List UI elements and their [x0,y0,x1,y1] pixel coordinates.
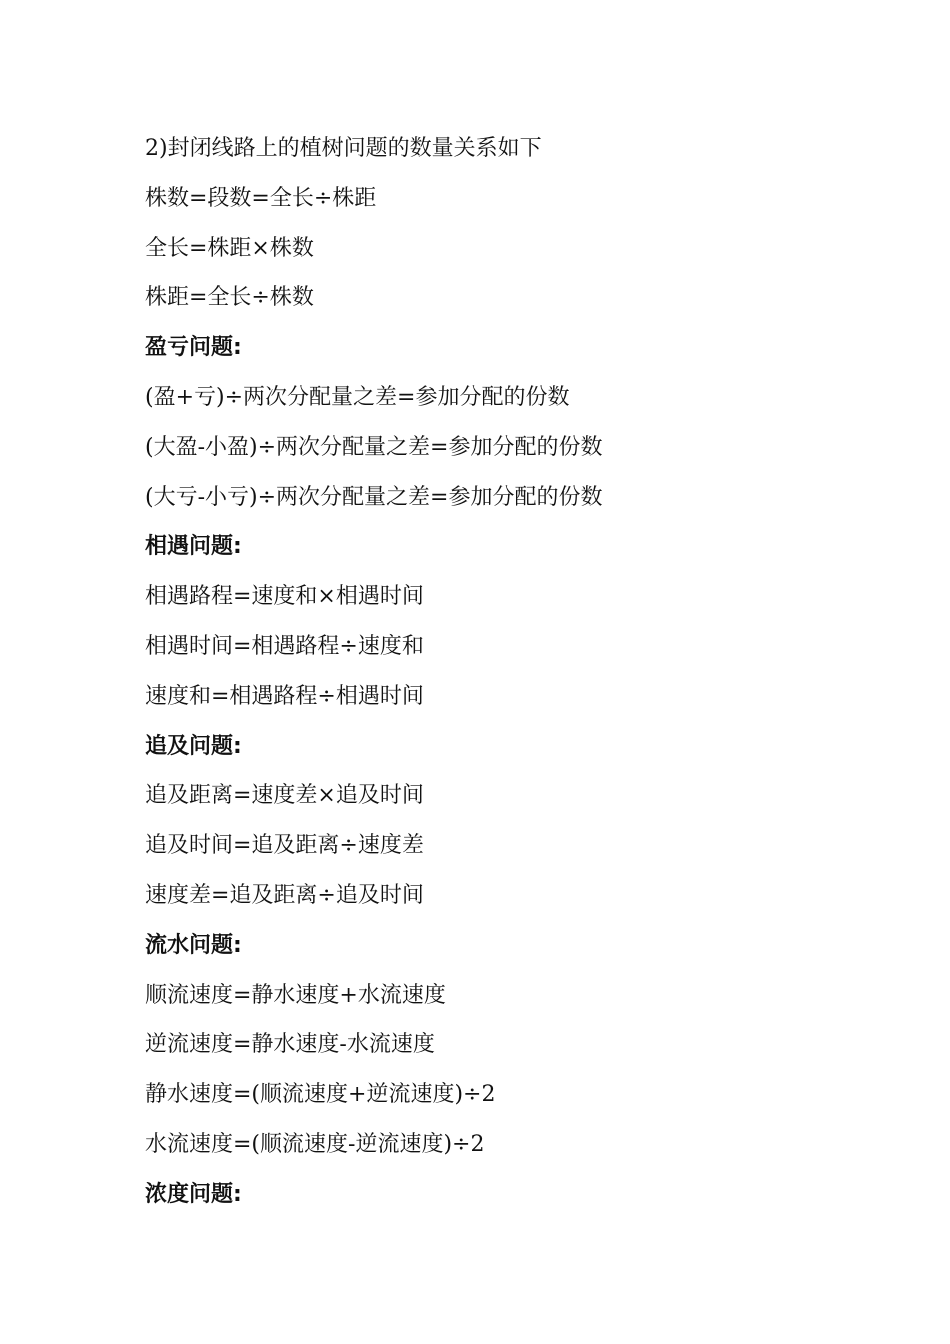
formula-line: (盈+亏)÷两次分配量之差=参加分配的份数 [145,384,570,410]
section-heading: 盈亏问题: [145,335,242,361]
formula-line: 株数=段数=全长÷株距 [145,185,377,211]
formula-line: 水流速度=(顺流速度-逆流速度)÷2 [145,1131,485,1157]
document-content [145,124,905,1220]
formula-line: 追及距离=速度差×追及时间 [145,783,424,809]
section-heading: 相遇问题: [145,534,242,560]
formula-line: 逆流速度=静水速度-水流速度 [145,1032,435,1058]
formula-line: 追及时间=追及距离÷速度差 [145,833,424,859]
formula-line: 株距=全长÷株数 [145,285,314,311]
formula-line: 全长=株距×株数 [145,235,314,261]
formula-line: 相遇路程=速度和×相遇时间 [145,584,424,610]
section-heading: 浓度问题: [145,1181,242,1207]
formula-line: 速度和=相遇路程÷相遇时间 [145,683,424,709]
section-heading: 追及问题: [145,733,242,759]
formula-line: 相遇时间=相遇路程÷速度和 [145,633,424,659]
formula-line: 静水速度=(顺流速度+逆流速度)÷2 [145,1082,496,1108]
formula-line: 顺流速度=静水速度+水流速度 [145,982,446,1008]
section-heading: 流水问题: [145,932,242,958]
text-line: 2)封闭线路上的植树问题的数量关系如下 [145,136,542,161]
formula-line: (大盈-小盈)÷两次分配量之差=参加分配的份数 [145,434,603,460]
formula-line: 速度差=追及距离÷追及时间 [145,882,424,908]
formula-line: (大亏-小亏)÷两次分配量之差=参加分配的份数 [145,484,603,510]
